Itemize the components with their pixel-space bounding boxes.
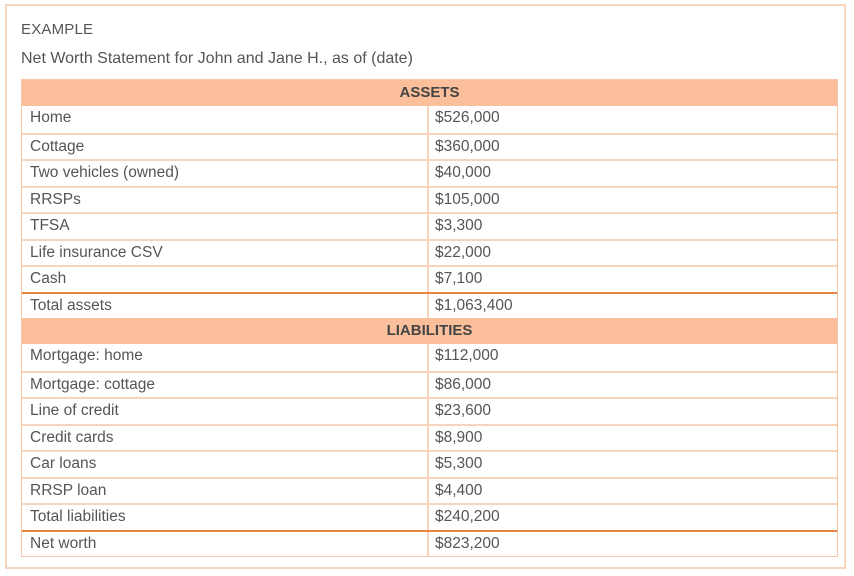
table-row	[22, 450, 837, 477]
row-label: Mortgage: cottage	[22, 373, 429, 398]
table-row	[22, 106, 837, 133]
table-row	[22, 344, 837, 371]
assets-header: ASSETS	[22, 80, 837, 106]
table-row	[22, 159, 837, 186]
row-value: $4,400	[435, 481, 483, 499]
net-worth-row	[22, 530, 837, 557]
row-value: $23,600	[435, 402, 492, 419]
row-value: $3,300	[435, 217, 483, 234]
row-value: $7,100	[435, 270, 483, 287]
row-label: Mortgage: home	[22, 344, 429, 371]
row-label: Credit cards	[22, 426, 429, 451]
row-label: TFSA	[22, 214, 429, 239]
row-value: $240,200	[435, 508, 500, 525]
row-value: $526,000	[435, 109, 500, 126]
row-label: Total assets	[22, 294, 429, 319]
table-row	[22, 424, 837, 451]
table-row	[22, 186, 837, 213]
table-row	[22, 133, 837, 160]
row-label: Cash	[22, 267, 429, 292]
row-label: Car loans	[22, 452, 429, 477]
row-label: Life insurance CSV	[22, 241, 429, 266]
table-row	[22, 239, 837, 266]
row-value: $40,000	[435, 164, 492, 181]
row-label: RRSPs	[22, 188, 429, 213]
row-value: $1,063,400	[435, 296, 513, 314]
row-label: Line of credit	[22, 399, 429, 424]
row-label: Total liabilities	[22, 505, 429, 530]
total-assets-row	[22, 292, 837, 319]
table-row	[22, 503, 837, 530]
row-value: $112,000	[435, 347, 499, 364]
row-value: $105,000	[435, 190, 500, 208]
row-value: $360,000	[435, 137, 500, 155]
table-row	[22, 371, 837, 398]
example-box	[5, 4, 846, 569]
row-value: $22,000	[435, 243, 492, 261]
row-label: Cottage	[22, 135, 429, 160]
row-label: Net worth	[22, 532, 429, 557]
row-label: RRSP loan	[22, 479, 429, 504]
row-value: $5,300	[435, 455, 483, 472]
row-value: $8,900	[435, 428, 483, 446]
table-row	[22, 265, 837, 292]
net-worth-table	[21, 79, 838, 557]
row-value: $86,000	[435, 375, 492, 393]
row-value: $823,200	[435, 534, 500, 552]
table-row	[22, 397, 837, 424]
row-label: Two vehicles (owned)	[22, 161, 429, 186]
table-row	[22, 477, 837, 504]
row-label: Home	[22, 106, 429, 133]
table-row	[22, 212, 837, 239]
liabilities-header: LIABILITIES	[22, 318, 837, 344]
example-label: EXAMPLE	[21, 21, 94, 38]
statement-title: Net Worth Statement for John and Jane H., as of (date)	[21, 50, 413, 67]
